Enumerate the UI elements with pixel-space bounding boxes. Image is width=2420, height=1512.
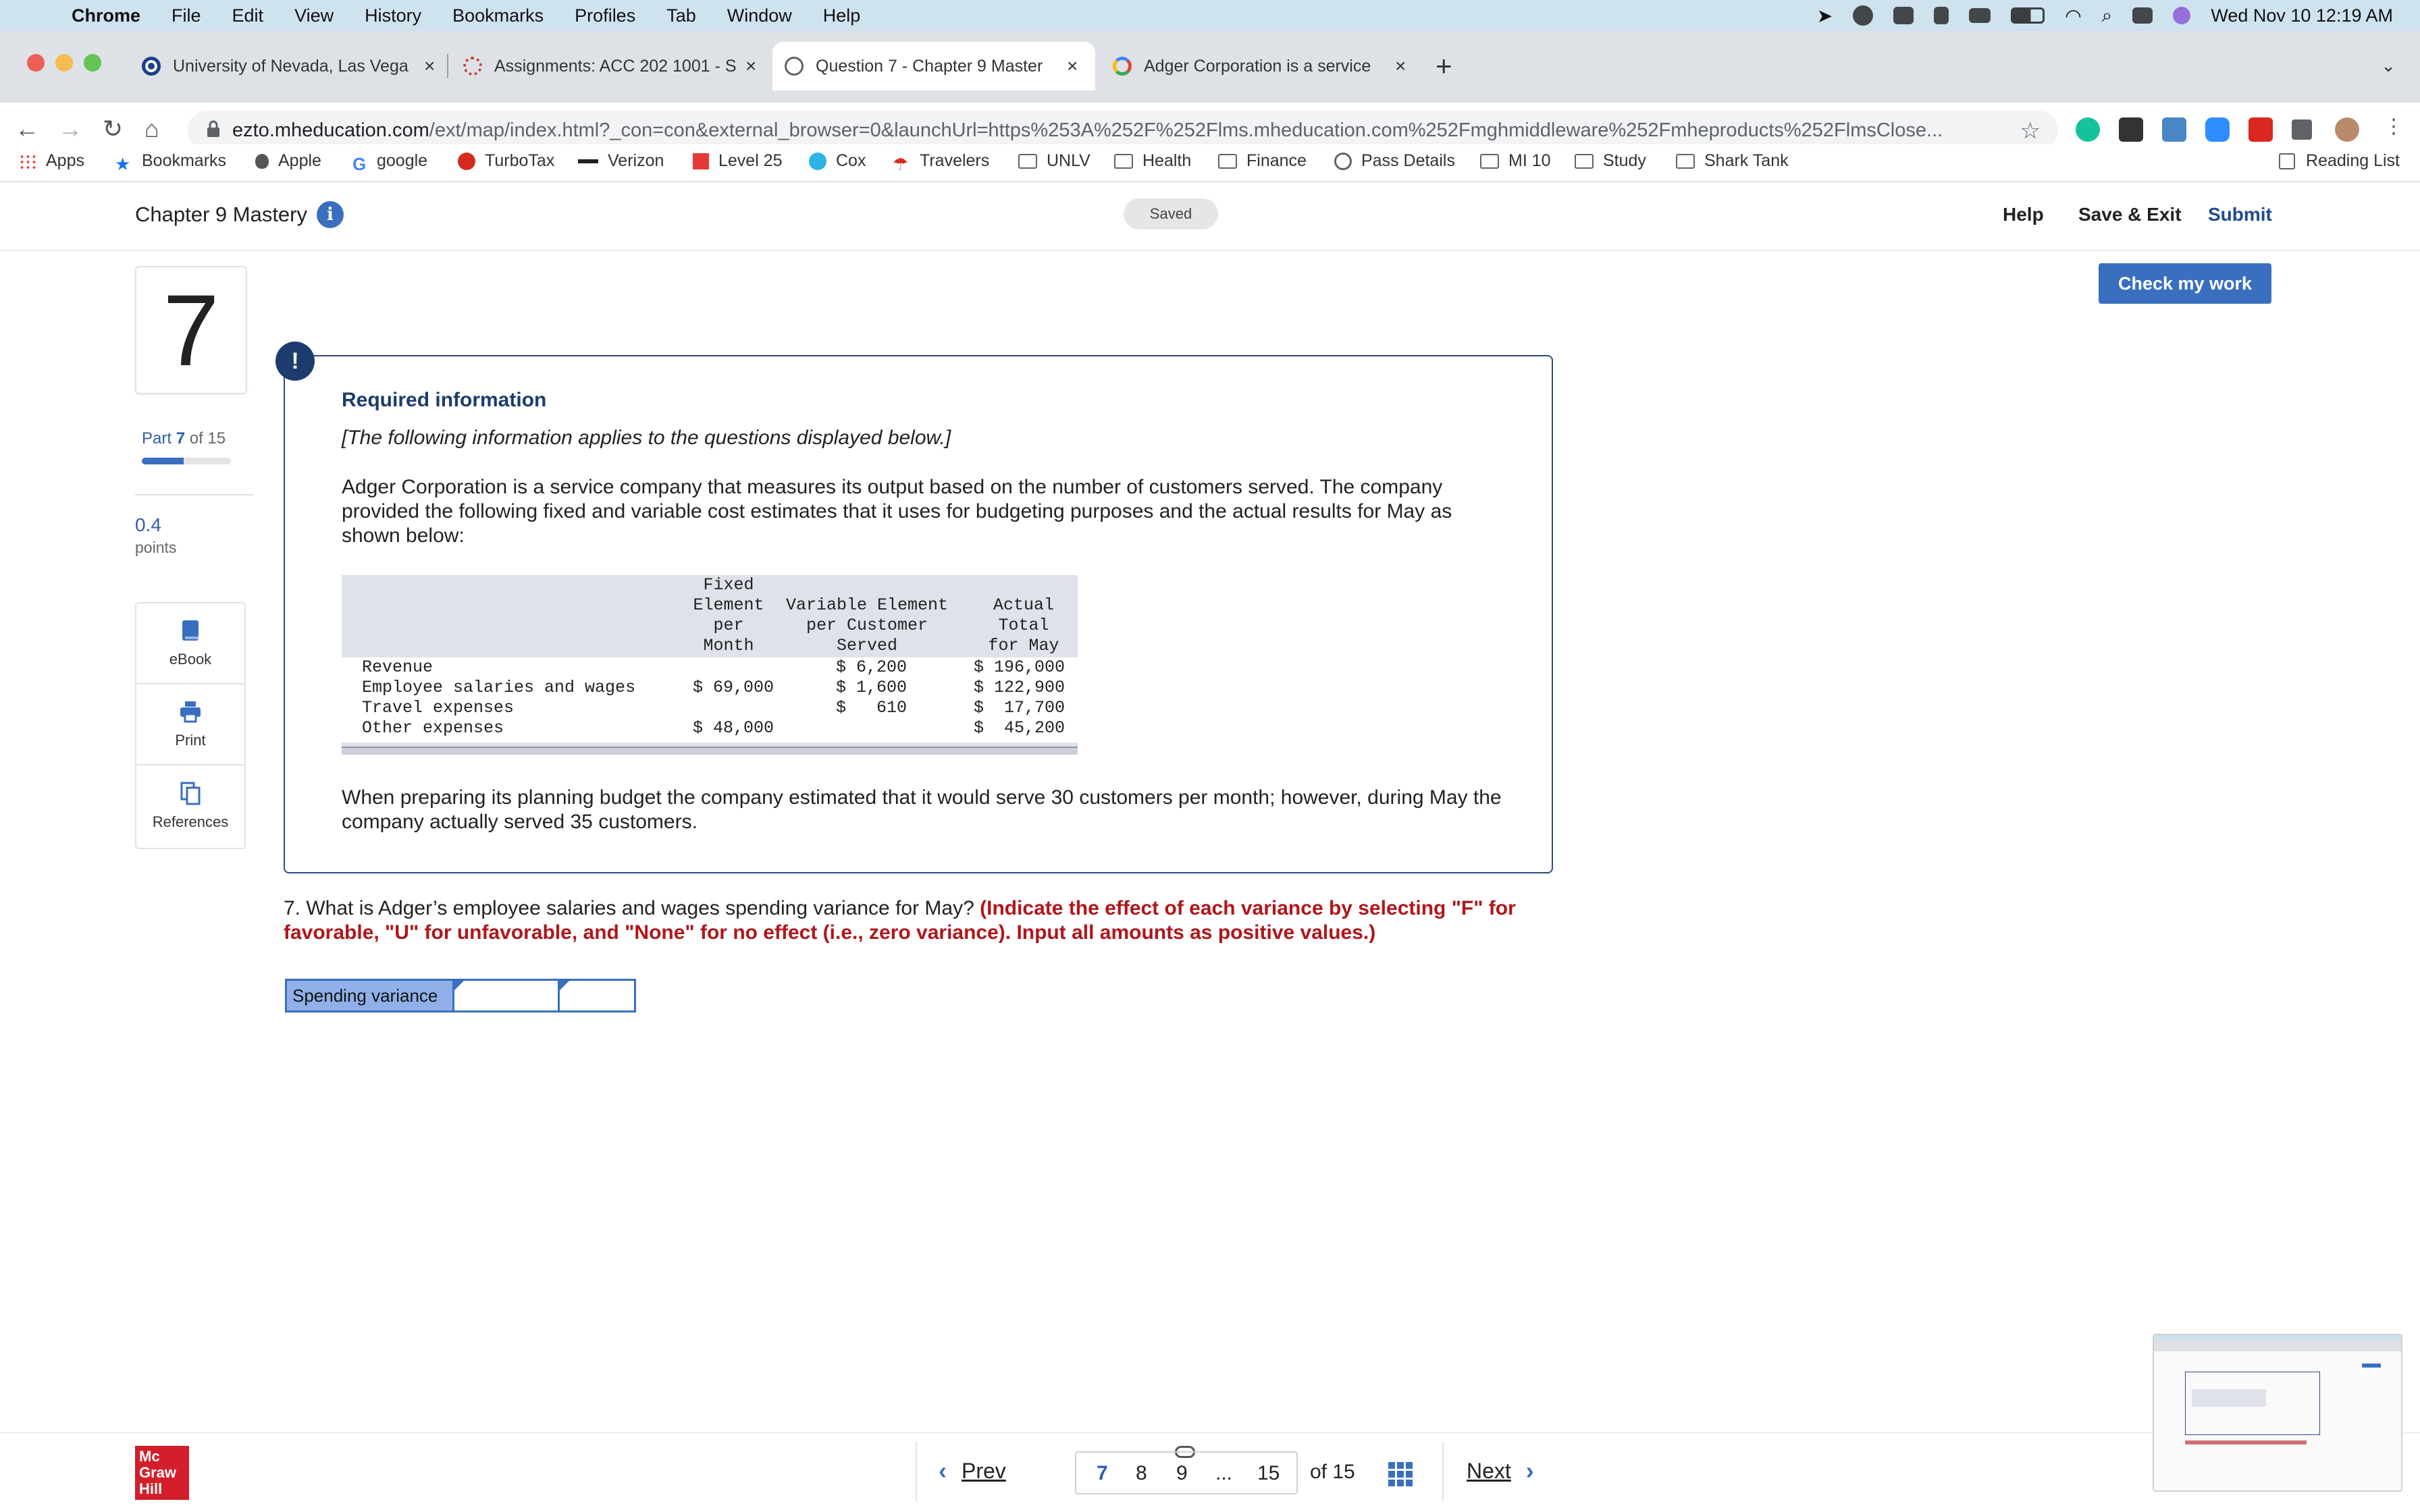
url-host: ezto.mheducation.com — [232, 119, 429, 141]
zoom-extension-icon[interactable] — [2205, 117, 2230, 142]
spending-variance-amount-input[interactable] — [454, 981, 560, 1010]
header-line: per — [713, 616, 744, 635]
bookmark-google[interactable] — [352, 151, 428, 174]
grid-cell — [1406, 1462, 1413, 1469]
thumb-part — [2154, 1341, 2401, 1351]
grid-cell — [1397, 1480, 1404, 1486]
malwarebytes-icon[interactable] — [1893, 7, 1914, 24]
grid-cell — [1406, 1471, 1413, 1478]
bookmark-label: google — [377, 151, 428, 170]
scenario-closing-text: When preparing its planning budget the company estimated that it would serve 30 customers per month; however, during May the company actually served 35 customers. — [342, 786, 1502, 833]
bookmark-label: Study — [1603, 151, 1646, 170]
bookmark-label: Pass Details — [1361, 151, 1455, 170]
logo-line: Mc — [139, 1448, 160, 1465]
grid-cell — [1406, 1480, 1413, 1486]
header-line: for May — [988, 636, 1059, 655]
header-line: Total — [998, 616, 1049, 635]
page-7-button[interactable]: 7 — [1097, 1462, 1108, 1484]
reload-button[interactable]: ↻ — [103, 115, 124, 142]
tab-close-icon[interactable]: × — [424, 55, 436, 76]
saved-status-badge: Saved — [1124, 198, 1218, 230]
home-button[interactable]: ⌂ — [144, 115, 159, 142]
globe-favicon-icon — [785, 57, 804, 76]
google-icon: G — [352, 153, 367, 174]
bookmark-label: Apple — [278, 151, 321, 170]
bookmark-health[interactable] — [1114, 151, 1191, 171]
tab-search-button[interactable]: ⌄ — [2381, 55, 2396, 76]
bookmark-apple[interactable] — [255, 151, 321, 171]
row-actual: $ 45,200 — [974, 718, 1066, 738]
page-total-label: of 15 — [1310, 1461, 1355, 1483]
row-fixed: $ 69,000 — [693, 678, 774, 697]
cox-icon — [809, 153, 826, 170]
save-exit-link[interactable]: Save & Exit — [2078, 204, 2182, 225]
header-line: Served — [836, 636, 897, 655]
part-progress-bar — [142, 458, 231, 464]
menu-help[interactable]: Help — [822, 5, 861, 26]
bookmark-label: Bookmarks — [142, 151, 227, 170]
window-minimize-button[interactable] — [55, 54, 73, 72]
bookmark-label: Verizon — [608, 151, 664, 170]
menu-bookmarks[interactable]: Bookmarks — [452, 5, 544, 26]
mac-menu-bar — [0, 0, 2420, 31]
row-actual: $ 122,900 — [974, 678, 1066, 697]
row-fixed: $ 48,000 — [693, 718, 774, 738]
prev-label: Prev — [962, 1458, 1006, 1483]
row-variable: $ 6,200 — [836, 657, 908, 677]
folder-icon — [1018, 154, 1037, 169]
chrome-menu-icon[interactable]: ⋮ — [2384, 115, 2404, 138]
profile-avatar[interactable] — [2335, 117, 2359, 142]
input-corner-marker — [454, 981, 464, 990]
bookmark-label: UNLV — [1047, 151, 1090, 170]
bookmark-label: Level 25 — [718, 151, 783, 170]
tab-close-icon[interactable]: × — [745, 55, 757, 76]
star-icon: ★ — [115, 153, 131, 174]
tab-unlv[interactable] — [130, 45, 444, 88]
bookmark-travelers[interactable] — [893, 151, 990, 174]
references-icon — [178, 781, 203, 805]
grid-cell — [1388, 1462, 1395, 1469]
menu-edit[interactable]: Edit — [232, 5, 264, 26]
bookmark-shark-tank[interactable] — [1676, 151, 1789, 171]
question-number: 7 — [135, 266, 247, 394]
google-favicon-icon — [1113, 57, 1132, 76]
unlv-favicon-icon — [142, 57, 161, 76]
header-fixed-element — [685, 575, 772, 656]
page-8-button[interactable]: 8 — [1136, 1462, 1147, 1484]
row-label: Revenue — [362, 657, 433, 677]
check-my-work-button[interactable]: Check my work — [2099, 263, 2271, 304]
tools-panel — [135, 602, 246, 849]
required-information-note: [The following information applies to the questions displayed below.] — [342, 427, 951, 449]
footer-divider — [0, 1432, 2420, 1434]
bookmark-label: Health — [1142, 151, 1192, 170]
assignment-header — [0, 184, 2420, 251]
row-actual: $ 17,700 — [974, 698, 1066, 718]
answer-row-label: Spending variance — [287, 981, 454, 1010]
part-indicator — [142, 429, 226, 448]
menu-bar-status-area — [1817, 0, 2393, 31]
tab-close-icon[interactable]: × — [1395, 55, 1406, 76]
question-grid-icon[interactable] — [1388, 1462, 1413, 1486]
verizon-icon — [578, 159, 598, 163]
puzzle-extensions-icon[interactable] — [2292, 119, 2312, 140]
wifi-icon[interactable]: ◠ — [2065, 5, 2082, 26]
references-button[interactable] — [136, 765, 244, 846]
thumb-part — [2192, 1389, 2266, 1407]
row-actual: $ 196,000 — [974, 657, 1066, 677]
header-line: Month — [703, 636, 754, 655]
header-actual-total — [976, 595, 1071, 656]
question-instruction: (Indicate the effect of each variance by selecting "F" for favorable, "U" for unfavorable, and "None" for no effect (i.e., zero variance). Input all amounts as positive values.) — [284, 897, 1516, 944]
menu-view[interactable]: View — [294, 5, 334, 26]
page-ellipsis: ... — [1215, 1462, 1233, 1484]
globe-icon — [1334, 153, 1352, 170]
bookmark-label: TurboTax — [485, 151, 555, 170]
header-line: Actual — [993, 595, 1054, 615]
tab-title: University of Nevada, Las Vega — [173, 56, 409, 76]
next-button[interactable] — [1467, 1457, 1534, 1485]
chevron-left-icon: ‹ — [939, 1457, 947, 1484]
grid-cell — [1397, 1471, 1404, 1478]
chevron-right-icon: › — [1525, 1457, 1534, 1484]
reading-list-label: Reading List — [2306, 151, 2400, 170]
window-close-button[interactable] — [27, 54, 45, 72]
row-variable: $ 1,600 — [836, 678, 908, 697]
canvas-favicon-icon — [463, 57, 482, 76]
ebook-label: eBook — [169, 651, 212, 668]
print-label: Print — [175, 732, 206, 749]
folder-icon — [1114, 154, 1133, 169]
menu-file[interactable]: File — [172, 5, 201, 26]
reading-list-icon — [2279, 153, 2295, 169]
folder-icon — [1480, 154, 1499, 169]
print-button[interactable] — [136, 684, 244, 765]
bookmark-label: Travelers — [920, 151, 990, 170]
tab-adger-search[interactable] — [1101, 45, 1415, 88]
bookmark-label: Finance — [1246, 151, 1307, 170]
points-value: 0.4 — [135, 514, 161, 535]
bookmark-verizon[interactable] — [578, 151, 664, 171]
folder-icon — [1676, 154, 1695, 169]
spotlight-search-icon[interactable]: ⌕ — [2101, 4, 2113, 26]
grammarly-extension-icon[interactable] — [2076, 117, 2100, 142]
grid-cell — [1397, 1462, 1404, 1469]
chapter-title-text: Chapter 9 Mastery — [135, 202, 307, 226]
page-15-button[interactable]: 15 — [1257, 1462, 1280, 1484]
bookmark-label: MI 10 — [1508, 151, 1551, 170]
lock-icon[interactable] — [207, 120, 220, 138]
bookmark-study[interactable] — [1575, 151, 1646, 171]
part-word: Part — [142, 429, 172, 448]
row-label: Employee salaries and wages — [362, 678, 636, 697]
part-current: 7 — [176, 429, 186, 448]
location-icon[interactable]: ➤ — [1816, 5, 1833, 26]
menu-window[interactable]: Window — [727, 5, 792, 26]
header-line: Element — [693, 595, 764, 615]
table-body — [342, 657, 1078, 742]
pdf-extension-icon[interactable] — [2248, 117, 2273, 142]
tab-question-7[interactable] — [772, 42, 1095, 90]
alert-icon: ! — [275, 342, 315, 381]
bookmark-pass-details[interactable] — [1334, 151, 1455, 171]
folder-icon — [1575, 154, 1594, 169]
next-label: Next — [1467, 1458, 1511, 1483]
tab-title: Adger Corporation is a service — [1144, 56, 1371, 76]
required-information-title: Required information — [342, 389, 547, 411]
input-corner-marker — [560, 981, 569, 990]
back-button[interactable]: ← — [15, 115, 39, 142]
bookmark-label: Apps — [46, 151, 84, 170]
row-label: Other expenses — [362, 718, 504, 738]
battery-icon[interactable] — [2011, 7, 2045, 24]
scenario-intro-text: Adger Corporation is a service company that measures its output based on the number of customers served. The company provided the following fixed and variable cost estimates that it uses for budgeting purposes and the actual results for May as shown below: — [342, 476, 1452, 547]
references-label: References — [152, 813, 229, 830]
pager-divider — [1442, 1442, 1444, 1501]
row-label: Travel expenses — [362, 698, 515, 718]
spending-variance-effect-select[interactable] — [560, 981, 634, 1010]
tab-close-icon[interactable]: × — [1067, 55, 1078, 76]
header-line: Variable Element — [785, 595, 949, 615]
info-icon[interactable]: i — [317, 201, 344, 228]
logo-line: Hill — [139, 1480, 163, 1497]
extension-switch-icon[interactable] — [2162, 117, 2186, 142]
row-variable: $ 610 — [836, 698, 908, 718]
bookmark-cox[interactable] — [809, 151, 866, 171]
bookmark-bookmarks[interactable] — [115, 151, 227, 174]
question-text: 7. What is Adger’s employee salaries and wages spending variance for May? — [284, 897, 980, 919]
bookmark-label: Cox — [836, 151, 866, 170]
check-icon — [458, 153, 475, 170]
page-9-button[interactable]: 9 — [1176, 1462, 1188, 1484]
part-total: of 15 — [189, 429, 226, 448]
prev-button[interactable] — [939, 1457, 1006, 1485]
siri-icon[interactable] — [2173, 7, 2190, 24]
bookmark-turbotax[interactable] — [458, 151, 554, 171]
cup-icon[interactable] — [1934, 7, 1949, 24]
points-label: points — [135, 539, 177, 556]
menu-app-name[interactable]: Chrome — [72, 5, 141, 26]
menu-clock[interactable]: Wed Nov 10 12:19 AM — [2211, 5, 2393, 26]
table-footer — [342, 747, 1078, 755]
menu-tab[interactable]: Tab — [666, 5, 696, 26]
bookmarks-bar — [0, 144, 2420, 182]
bookmark-star-icon[interactable]: ☆ — [2020, 118, 2041, 144]
help-link[interactable]: Help — [2003, 204, 2044, 225]
forward-button[interactable]: → — [58, 115, 82, 142]
tab-title: Assignments: ACC 202 1001 - S — [494, 56, 737, 76]
header-line: Fixed — [703, 575, 754, 595]
thumb-part — [2154, 1335, 2401, 1341]
grid-cell — [1388, 1471, 1395, 1478]
browser-tab-strip — [0, 31, 2420, 103]
reading-list-button[interactable] — [2279, 151, 2400, 171]
extension-dots-icon[interactable] — [2119, 117, 2143, 142]
header-line: per Customer — [806, 616, 928, 635]
bookmark-mi-10[interactable] — [1480, 151, 1551, 171]
thumb-part — [2185, 1440, 2307, 1444]
red-square-icon — [693, 153, 709, 169]
pager-divider — [916, 1442, 917, 1501]
new-tab-button[interactable]: + — [1436, 50, 1452, 82]
window-zoom-button[interactable] — [84, 54, 101, 72]
menu-history[interactable]: History — [365, 5, 422, 26]
tab-separator — [447, 54, 448, 78]
printer-icon — [178, 699, 203, 724]
book-icon — [178, 618, 203, 643]
page-selector — [1075, 1451, 1298, 1494]
bookmark-unlv[interactable] — [1018, 151, 1090, 171]
url-path: /ext/map/index.html?_con=con&external_browser=0&launchUrl=https%253A%252F%252Flms.mheducation.com%252Fmghmiddleware%252Fmheproducts%252FlmsClose... — [429, 119, 1943, 141]
cost-estimates-table — [342, 575, 1078, 755]
tab-title: Question 7 - Chapter 9 Master — [816, 56, 1043, 76]
bookmark-apps[interactable] — [19, 151, 84, 171]
control-center-icon[interactable] — [2132, 7, 2153, 24]
logo-line: Graw — [139, 1464, 177, 1481]
screenshot-thumbnail-preview[interactable] — [2153, 1334, 2402, 1492]
ebook-button[interactable] — [136, 603, 244, 684]
apps-grid-icon — [19, 154, 36, 169]
header-variable-element — [785, 595, 949, 656]
keyboard-icon[interactable] — [1969, 8, 1991, 23]
submit-link[interactable]: Submit — [2208, 204, 2272, 225]
menu-profiles[interactable]: Profiles — [575, 5, 636, 26]
creative-cloud-icon[interactable] — [1853, 5, 1873, 26]
grid-cell — [1388, 1480, 1395, 1486]
chapter-title — [135, 201, 344, 228]
part-progress-fill — [142, 458, 184, 464]
mcgraw-hill-logo — [135, 1446, 189, 1500]
answer-row — [285, 979, 636, 1013]
bookmark-level-25[interactable] — [693, 151, 783, 171]
folder-icon — [1218, 154, 1237, 169]
rail-divider — [135, 494, 254, 495]
bookmark-label: Shark Tank — [1704, 151, 1789, 170]
tab-assignments[interactable] — [451, 45, 766, 88]
question-prompt — [284, 896, 1553, 945]
umbrella-icon: ☂ — [893, 153, 909, 174]
thumb-part — [2362, 1364, 2381, 1368]
apple-icon — [255, 154, 269, 169]
bookmark-finance[interactable] — [1218, 151, 1307, 171]
